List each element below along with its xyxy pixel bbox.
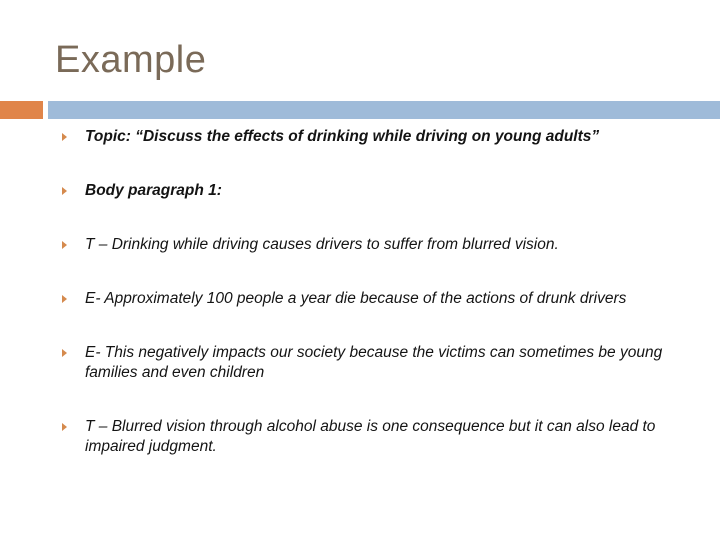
accent-bar-orange — [0, 101, 43, 119]
bullet-text: E- This negatively impacts our society because the victims can sometimes be young families and even children — [85, 344, 663, 381]
bullet-text: E- Approximately 100 people a year die because of the actions of drunk drivers — [85, 290, 627, 307]
slide-title: Example — [55, 39, 207, 81]
bullet-text: T – Blurred vision through alcohol abuse is one consequence but it can also lead to impaired judgment. — [85, 418, 656, 455]
triangle-right-icon — [62, 423, 67, 431]
accent-bar-blue — [48, 101, 720, 119]
bullet-list — [62, 127, 702, 491]
bullet-item-body-paragraph — [62, 181, 702, 201]
bullet-item-thesis — [62, 235, 702, 255]
triangle-right-icon — [62, 241, 67, 249]
triangle-right-icon — [62, 295, 67, 303]
triangle-right-icon — [62, 187, 67, 195]
bullet-item-evidence-1 — [62, 289, 702, 309]
bullet-item-topic — [62, 127, 702, 147]
bullet-text: Topic: “Discuss the effects of drinking while driving on young adults” — [85, 128, 600, 145]
bullet-item-evidence-2 — [62, 343, 702, 383]
bullet-item-conclusion — [62, 417, 702, 457]
triangle-right-icon — [62, 349, 67, 357]
triangle-right-icon — [62, 133, 67, 141]
bullet-text: Body paragraph 1: — [85, 182, 222, 199]
bullet-text: T – Drinking while driving causes drivers to suffer from blurred vision. — [85, 236, 559, 253]
